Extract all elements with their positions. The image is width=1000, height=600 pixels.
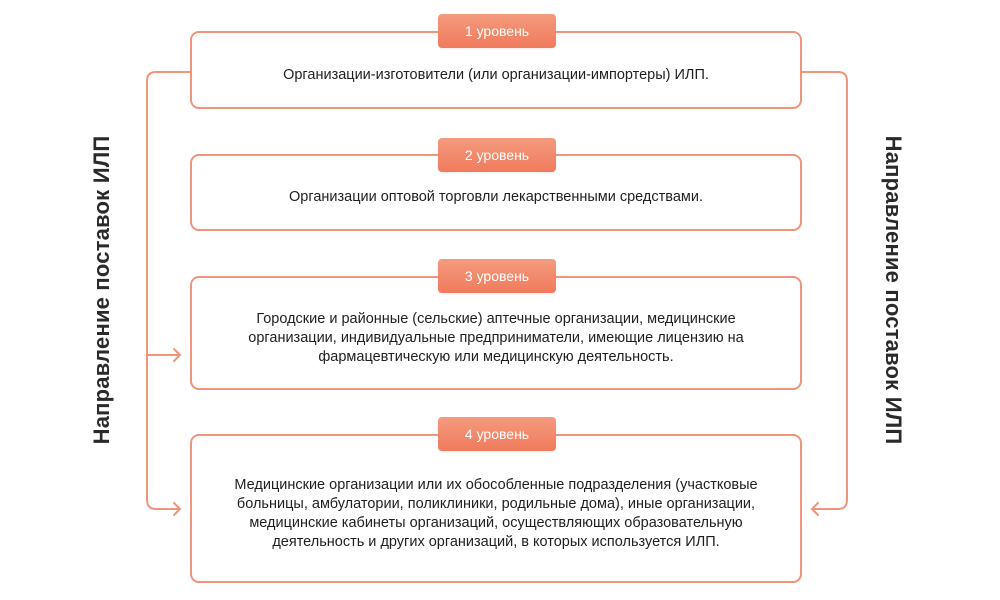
- level-2-badge-label: 2 уровень: [464, 147, 530, 163]
- level-4-box: [190, 434, 802, 583]
- level-2-text: Организации оптовой торговли лекарственными средствами.: [289, 189, 703, 205]
- left-connector-line: [147, 72, 190, 509]
- level-1-text: Организации-изготовители (или организации-импортеры) ИЛП.: [283, 66, 709, 83]
- level-3-box: [190, 276, 802, 390]
- left-direction-label: Направление поставок ИЛП: [89, 135, 114, 445]
- level-1-badge-label: 1 уровень: [464, 23, 530, 39]
- level-1-badge: [438, 14, 556, 48]
- right-connector-line: [802, 72, 847, 509]
- right-direction-label: Направление поставок ИЛП: [881, 135, 906, 445]
- level-3-text: Городские и районные (сельские) аптечные организации, медицинские организации, индивидуальные предприниматели, имеющие лицензию на фармацевтическую или медицинскую деятельность.: [248, 310, 744, 365]
- level-4-badge: [438, 417, 556, 451]
- right-arrowhead-level4: [812, 503, 818, 515]
- level-3-badge: [438, 259, 556, 293]
- level-3-badge-label: 3 уровень: [464, 268, 530, 284]
- left-arrowhead-level3: [174, 349, 180, 361]
- left-arrowhead-level4: [174, 503, 180, 515]
- level-4-badge-label: 4 уровень: [464, 426, 530, 442]
- level-4-text: Медицинские организации или их обособленные подразделения (участковые больницы, амбулатории, поликлиники, родильные дома), иные организации, медицинские кабинеты организаций, осуществляющих образовательную деятельность и других организаций, в которых используется ИЛП.: [234, 476, 758, 550]
- level-2-badge: [438, 138, 556, 172]
